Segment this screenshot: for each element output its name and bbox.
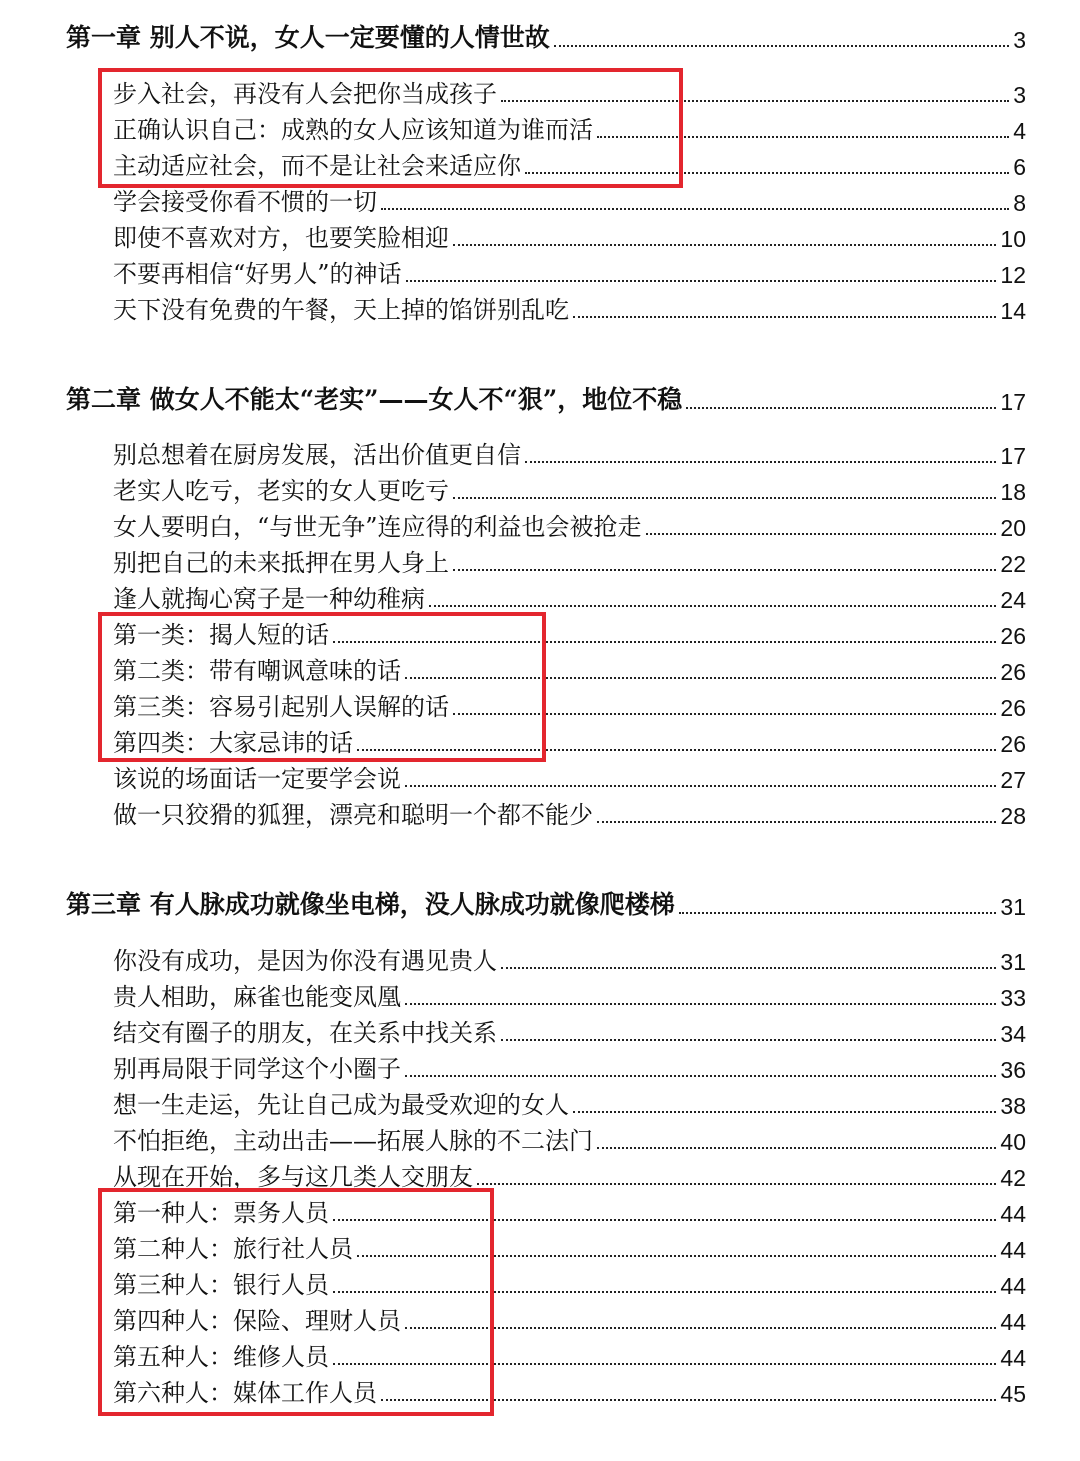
entry-title: 从现在开始，多与这几类人交朋友	[113, 1163, 473, 1191]
toc-entry	[113, 181, 1026, 217]
page-number: 8	[1013, 190, 1026, 216]
entry-title: 别再局限于同学这个小圈子	[113, 1055, 401, 1083]
toc-entry	[113, 470, 1026, 506]
entry-title: 即使不喜欢对方，也要笑脸相迎	[113, 224, 449, 252]
entry-title: 主动适应社会，而不是让社会来适应你	[113, 152, 521, 180]
entry-title: 第三种人：银行人员	[113, 1271, 329, 1299]
page-number: 10	[1000, 226, 1026, 252]
chapter-title: 第三章 有人脉成功就像坐电梯，没人脉成功就像爬楼梯	[66, 890, 675, 919]
page-number: 6	[1013, 154, 1026, 180]
entry-title: 别总想着在厨房发展，活出价值更自信	[113, 441, 521, 469]
dot-leader	[381, 208, 1009, 210]
dot-leader	[501, 1039, 996, 1041]
dot-leader	[573, 1111, 996, 1113]
dot-leader	[525, 172, 1009, 174]
toc-entry	[113, 542, 1026, 578]
dot-leader	[501, 100, 1009, 102]
dot-leader	[573, 316, 996, 318]
entry-title: 第三类：容易引起别人误解的话	[113, 693, 449, 721]
page-number: 20	[1000, 515, 1026, 541]
page-number: 14	[1000, 298, 1026, 324]
entry-title: 结交有圈子的朋友，在关系中找关系	[113, 1019, 497, 1047]
page-number: 4	[1013, 118, 1026, 144]
entry-title: 第二种人：旅行社人员	[113, 1235, 353, 1263]
toc-entry	[113, 253, 1026, 289]
entry-title: 天下没有免费的午餐，天上掉的馅饼别乱吃	[113, 296, 569, 324]
page-number: 17	[1000, 443, 1026, 469]
dot-leader	[406, 280, 997, 282]
page-number: 42	[1000, 1165, 1026, 1191]
page-number: 31	[1000, 894, 1026, 920]
toc-entry	[113, 506, 1026, 542]
dot-leader	[405, 1075, 996, 1077]
dot-leader	[453, 713, 996, 715]
dot-leader	[405, 1327, 996, 1329]
entry-title: 第六种人：媒体工作人员	[113, 1379, 377, 1407]
toc-entry	[113, 73, 1026, 109]
dot-leader	[429, 605, 996, 607]
dot-leader	[501, 967, 996, 969]
page-number: 36	[1000, 1057, 1026, 1083]
entry-title: 想一生走运，先让自己成为最受欢迎的女人	[113, 1091, 569, 1119]
entry-title: 老实人吃亏，老实的女人更吃亏	[113, 477, 449, 505]
toc-entry	[113, 686, 1026, 722]
entry-title: 做一只狡猾的狐狸，漂亮和聪明一个都不能少	[113, 801, 593, 829]
entry-title: 第一种人：票务人员	[113, 1199, 329, 1227]
dot-leader	[357, 1255, 996, 1257]
dot-leader	[453, 497, 996, 499]
dot-leader	[525, 461, 996, 463]
page-number: 45	[1000, 1381, 1026, 1407]
dot-leader	[597, 136, 1009, 138]
entry-title: 该说的场面话一定要学会说	[113, 765, 401, 793]
toc-entry	[113, 758, 1026, 794]
page-number: 26	[1000, 659, 1026, 685]
page-number: 44	[1000, 1273, 1026, 1299]
dot-leader	[381, 1399, 996, 1401]
page-number: 44	[1000, 1201, 1026, 1227]
dot-leader	[357, 749, 996, 751]
toc-entry	[113, 145, 1026, 181]
dot-leader	[333, 641, 996, 643]
toc-entry	[113, 1228, 1026, 1264]
entry-title: 别把自己的未来抵押在男人身上	[113, 549, 449, 577]
entry-title: 第二类：带有嘲讽意味的话	[113, 657, 401, 685]
page-number: 26	[1000, 623, 1026, 649]
page-number: 38	[1000, 1093, 1026, 1119]
dot-leader	[453, 244, 996, 246]
entry-title: 第四类：大家忌讳的话	[113, 729, 353, 757]
page-number: 12	[1000, 262, 1026, 288]
page-number: 3	[1013, 27, 1026, 53]
chapter-title: 第一章 别人不说，女人一定要懂的人情世故	[66, 23, 550, 52]
page-number: 40	[1000, 1129, 1026, 1155]
page-number: 18	[1000, 479, 1026, 505]
entry-title: 女人要明白，“与世无争”连应得的利益也会被抢走	[113, 513, 642, 541]
toc-entry	[113, 614, 1026, 650]
chapter-2-heading	[66, 380, 1026, 416]
entry-title: 第四种人：保险、理财人员	[113, 1307, 401, 1335]
toc-entry	[113, 217, 1026, 253]
page-number: 44	[1000, 1237, 1026, 1263]
entry-title: 不要再相信“好男人”的神话	[113, 260, 402, 288]
toc-entry	[113, 1156, 1026, 1192]
page-number: 26	[1000, 731, 1026, 757]
page-number: 33	[1000, 985, 1026, 1011]
toc-entry	[113, 940, 1026, 976]
dot-leader	[679, 912, 997, 914]
entry-title: 第五种人：维修人员	[113, 1343, 329, 1371]
dot-leader	[405, 1003, 996, 1005]
toc-entry	[113, 1192, 1026, 1228]
dot-leader	[477, 1183, 996, 1185]
toc-entry	[113, 1372, 1026, 1408]
entry-title: 第一类：揭人短的话	[113, 621, 329, 649]
toc-entry	[113, 1264, 1026, 1300]
toc-entry	[113, 1084, 1026, 1120]
dot-leader	[453, 569, 996, 571]
chapter-1-heading	[66, 18, 1026, 54]
page-number: 22	[1000, 551, 1026, 577]
page-number: 17	[1000, 389, 1026, 415]
entry-title: 逢人就掏心窝子是一种幼稚病	[113, 585, 425, 613]
toc-entry	[113, 1300, 1026, 1336]
entry-title: 不怕拒绝，主动出击——拓展人脉的不二法门	[113, 1127, 593, 1155]
chapter-title: 第二章 做女人不能太“老实”——女人不“狠”，地位不稳	[66, 385, 683, 414]
page-number: 28	[1000, 803, 1026, 829]
entry-title: 正确认识自己：成熟的女人应该知道为谁而活	[113, 116, 593, 144]
dot-leader	[333, 1219, 996, 1221]
page-number: 26	[1000, 695, 1026, 721]
page-number: 3	[1013, 82, 1026, 108]
entry-title: 你没有成功，是因为你没有遇见贵人	[113, 947, 497, 975]
page-number: 44	[1000, 1309, 1026, 1335]
dot-leader	[333, 1363, 996, 1365]
page-number: 31	[1000, 949, 1026, 975]
page-number: 34	[1000, 1021, 1026, 1047]
entry-title: 贵人相助，麻雀也能变凤凰	[113, 983, 401, 1011]
dot-leader	[597, 1147, 996, 1149]
toc-entry	[113, 289, 1026, 325]
chapter-3-heading	[66, 885, 1026, 921]
dot-leader	[405, 677, 996, 679]
entry-title: 学会接受你看不惯的一切	[113, 188, 377, 216]
dot-leader	[646, 533, 997, 535]
dot-leader	[597, 821, 996, 823]
toc-entry	[113, 109, 1026, 145]
dot-leader	[333, 1291, 996, 1293]
toc-entry	[113, 650, 1026, 686]
toc-entry	[113, 722, 1026, 758]
toc-entry	[113, 1012, 1026, 1048]
dot-leader	[686, 407, 996, 409]
dot-leader	[405, 785, 996, 787]
page-number: 27	[1000, 767, 1026, 793]
page-number: 44	[1000, 1345, 1026, 1371]
entry-title: 步入社会，再没有人会把你当成孩子	[113, 80, 497, 108]
toc-entry	[113, 976, 1026, 1012]
toc-entry	[113, 1120, 1026, 1156]
page-number: 24	[1000, 587, 1026, 613]
toc-entry	[113, 794, 1026, 830]
toc-entry	[113, 1336, 1026, 1372]
toc-entry	[113, 434, 1026, 470]
toc-entry	[113, 1048, 1026, 1084]
toc-entry	[113, 578, 1026, 614]
dot-leader	[554, 45, 1009, 47]
